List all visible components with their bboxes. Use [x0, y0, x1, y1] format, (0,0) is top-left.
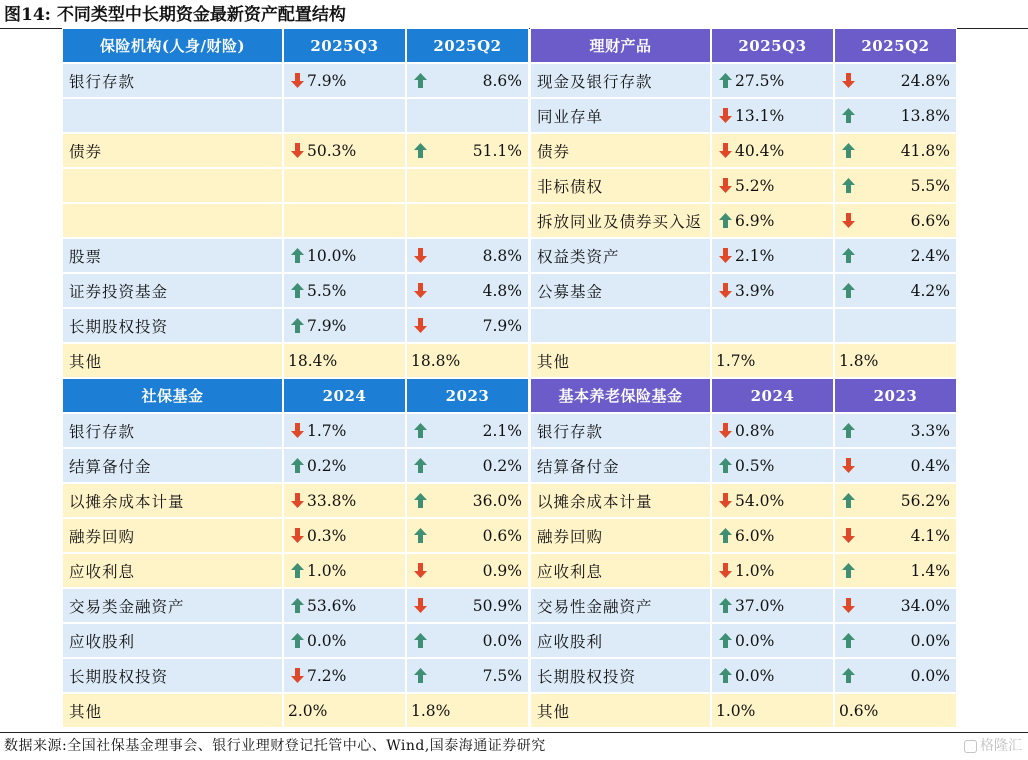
insurance-row-label — [62, 63, 283, 98]
wealth-value-cell — [711, 273, 834, 308]
asset-label: 同业存单 — [537, 107, 604, 126]
down-arrow-icon — [839, 596, 857, 616]
pension-header-text: 基本养老保险基金 — [558, 387, 683, 405]
up-arrow-icon — [839, 106, 857, 126]
up-arrow-icon — [716, 71, 734, 91]
down-arrow-icon — [716, 141, 734, 161]
asset-label: 权益类资产 — [537, 247, 620, 266]
social-row-label — [62, 448, 283, 483]
percent-value: 6.0% — [735, 526, 775, 545]
percent-value: 2.0% — [288, 701, 328, 720]
percent-value: 0.0% — [910, 666, 950, 685]
percent-value: 54.0% — [735, 491, 785, 510]
percent-value: 10.0% — [307, 246, 357, 265]
insurance-value-cell — [283, 203, 406, 238]
asset-label: 其他 — [69, 352, 103, 371]
asset-label: 以摊余成本计量 — [537, 492, 653, 511]
up-arrow-icon — [288, 456, 306, 476]
up-arrow-icon — [288, 316, 306, 336]
asset-label: 应收股利 — [69, 632, 136, 651]
wealth-value-cell — [711, 238, 834, 273]
percent-value: 0.5% — [735, 456, 775, 475]
social-row-label — [62, 658, 283, 693]
asset-label: 非标债权 — [537, 177, 604, 196]
percent-value: 18.4% — [288, 351, 338, 370]
insurance-header-text: 保险机构(人身/财险) — [99, 37, 246, 55]
pension-value-cell — [834, 658, 957, 693]
pension-value-cell — [834, 483, 957, 518]
social-header-text: 2023 — [445, 386, 490, 405]
wealth-value-cell — [711, 203, 834, 238]
up-arrow-icon — [839, 246, 857, 266]
up-arrow-icon — [839, 281, 857, 301]
pension-row-label — [530, 588, 711, 623]
social-header-1 — [283, 378, 406, 413]
percent-value: 1.8% — [839, 351, 879, 370]
pension-row-label — [530, 518, 711, 553]
wealth-value-cell — [834, 98, 957, 133]
percent-value: 5.5% — [307, 281, 347, 300]
asset-label: 以摊余成本计量 — [69, 492, 185, 511]
social-value-cell — [406, 553, 529, 588]
pension-value-cell — [834, 588, 957, 623]
down-arrow-icon — [411, 281, 429, 301]
watermark — [964, 736, 1022, 756]
insurance-value-cell — [406, 168, 529, 203]
percent-value: 0.8% — [735, 421, 775, 440]
insurance-row-label — [62, 98, 283, 133]
insurance-value-cell — [406, 238, 529, 273]
social-header-0 — [62, 378, 283, 413]
social-row-label — [62, 623, 283, 658]
pension-row-label — [530, 623, 711, 658]
insurance-header-1 — [283, 28, 406, 63]
percent-value: 1.7% — [716, 351, 756, 370]
pension-header-2 — [834, 378, 957, 413]
pension-row-label — [530, 553, 711, 588]
social-row-label — [62, 413, 283, 448]
insurance-value-cell — [283, 168, 406, 203]
social-header-text: 社保基金 — [141, 387, 204, 405]
down-arrow-icon — [288, 141, 306, 161]
up-arrow-icon — [411, 526, 429, 546]
down-arrow-icon — [288, 526, 306, 546]
pension-value-cell — [834, 448, 957, 483]
wealth-row-label — [530, 98, 711, 133]
pension-value-cell — [711, 693, 834, 728]
up-arrow-icon — [288, 281, 306, 301]
percent-value: 7.9% — [307, 71, 347, 90]
percent-value: 4.8% — [482, 281, 522, 300]
social-value-cell — [283, 483, 406, 518]
percent-value: 0.2% — [482, 456, 522, 475]
pension-row-label — [530, 483, 711, 518]
percent-value: 0.0% — [735, 631, 775, 650]
pension-value-cell — [711, 518, 834, 553]
asset-label: 结算备付金 — [537, 457, 620, 476]
social-value-cell — [406, 448, 529, 483]
wealth-value-cell — [834, 238, 957, 273]
insurance-value-cell — [406, 273, 529, 308]
down-arrow-icon — [288, 421, 306, 441]
up-arrow-icon — [288, 596, 306, 616]
insurance-value-cell — [406, 343, 529, 378]
insurance-value-cell — [283, 238, 406, 273]
percent-value: 4.2% — [910, 281, 950, 300]
insurance-value-cell — [406, 308, 529, 343]
asset-label: 银行存款 — [69, 422, 136, 441]
up-arrow-icon — [839, 491, 857, 511]
insurance-value-cell — [283, 273, 406, 308]
asset-label: 证券投资基金 — [69, 282, 169, 301]
pension-row-label — [530, 693, 711, 728]
insurance-row-label — [62, 203, 283, 238]
wealth-value-cell — [711, 308, 834, 343]
percent-value: 0.2% — [307, 456, 347, 475]
up-arrow-icon — [716, 456, 734, 476]
percent-value: 8.6% — [482, 71, 522, 90]
down-arrow-icon — [839, 211, 857, 231]
down-arrow-icon — [716, 176, 734, 196]
social-row-label — [62, 553, 283, 588]
asset-label: 债券 — [69, 142, 103, 161]
wealth-header-2 — [834, 28, 957, 63]
percent-value: 2.1% — [735, 246, 775, 265]
down-arrow-icon — [839, 71, 857, 91]
up-arrow-icon — [839, 561, 857, 581]
data-source-note: 数据来源:全国社保基金理事会、银行业理财登记托管中心、Wind,国泰海通证券研究 — [4, 738, 546, 754]
up-arrow-icon — [411, 491, 429, 511]
percent-value: 0.0% — [307, 631, 347, 650]
up-arrow-icon — [411, 456, 429, 476]
up-arrow-icon — [716, 631, 734, 651]
percent-value: 34.0% — [900, 596, 950, 615]
down-arrow-icon — [716, 106, 734, 126]
percent-value: 8.8% — [482, 246, 522, 265]
percent-value: 41.8% — [900, 141, 950, 160]
percent-value: 7.9% — [307, 316, 347, 335]
pension-header-1 — [711, 378, 834, 413]
social-row-label — [62, 693, 283, 728]
wealth-row-label — [530, 308, 711, 343]
up-arrow-icon — [288, 631, 306, 651]
wealth-value-cell — [834, 203, 957, 238]
percent-value: 2.1% — [482, 421, 522, 440]
wealth-header-1 — [711, 28, 834, 63]
wealth-row-label — [530, 273, 711, 308]
asset-label: 长期股权投资 — [69, 317, 169, 336]
percent-value: 37.0% — [735, 596, 785, 615]
pension-row-label — [530, 413, 711, 448]
insurance-value-cell — [283, 133, 406, 168]
percent-value: 50.3% — [307, 141, 357, 160]
asset-label: 应收利息 — [537, 562, 604, 581]
wealth-value-cell — [711, 63, 834, 98]
watermark-logo-icon — [964, 740, 977, 753]
social-value-cell — [406, 693, 529, 728]
pension-value-cell — [711, 658, 834, 693]
percent-value: 1.8% — [411, 701, 451, 720]
social-value-cell — [406, 588, 529, 623]
watermark-text: 格隆汇 — [980, 738, 1022, 754]
asset-label: 交易性金融资产 — [537, 597, 653, 616]
percent-value: 7.9% — [482, 316, 522, 335]
up-arrow-icon — [716, 211, 734, 231]
down-arrow-icon — [411, 316, 429, 336]
down-arrow-icon — [716, 421, 734, 441]
asset-label: 现金及银行存款 — [537, 72, 653, 91]
asset-label: 债券 — [537, 142, 571, 161]
asset-label: 长期股权投资 — [537, 667, 637, 686]
percent-value: 13.1% — [735, 106, 785, 125]
asset-label: 其他 — [537, 702, 571, 721]
pension-header-text: 2023 — [873, 386, 918, 405]
up-arrow-icon — [716, 596, 734, 616]
percent-value: 24.8% — [900, 71, 950, 90]
pension-row-label — [530, 448, 711, 483]
asset-label: 融券回购 — [537, 527, 604, 546]
social-value-cell — [283, 588, 406, 623]
percent-value: 5.2% — [735, 176, 775, 195]
pension-header-0 — [530, 378, 711, 413]
pension-value-cell — [711, 588, 834, 623]
asset-label: 银行存款 — [69, 72, 136, 91]
down-arrow-icon — [716, 281, 734, 301]
up-arrow-icon — [839, 666, 857, 686]
wealth-row-label — [530, 238, 711, 273]
asset-label: 交易类金融资产 — [69, 597, 185, 616]
social-value-cell — [283, 693, 406, 728]
up-arrow-icon — [716, 526, 734, 546]
wealth-header-0 — [530, 28, 711, 63]
pension-value-cell — [711, 623, 834, 658]
social-row-label — [62, 518, 283, 553]
insurance-value-cell — [283, 308, 406, 343]
percent-value: 1.0% — [716, 701, 756, 720]
social-value-cell — [406, 658, 529, 693]
percent-value: 0.6% — [839, 701, 879, 720]
insurance-row-label — [62, 343, 283, 378]
percent-value: 0.6% — [482, 526, 522, 545]
social-value-cell — [283, 448, 406, 483]
asset-label: 拆放同业及债券买入返 — [537, 212, 703, 231]
asset-label: 公募基金 — [537, 282, 604, 301]
insurance-value-cell — [406, 133, 529, 168]
down-arrow-icon — [839, 526, 857, 546]
up-arrow-icon — [411, 421, 429, 441]
percent-value: 1.4% — [910, 561, 950, 580]
wealth-value-cell — [834, 273, 957, 308]
percent-value: 5.5% — [910, 176, 950, 195]
up-arrow-icon — [411, 666, 429, 686]
social-value-cell — [283, 623, 406, 658]
percent-value: 18.8% — [411, 351, 461, 370]
percent-value: 0.0% — [482, 631, 522, 650]
wealth-value-cell — [711, 98, 834, 133]
social-row-label — [62, 588, 283, 623]
up-arrow-icon — [839, 421, 857, 441]
asset-label: 融券回购 — [69, 527, 136, 546]
percent-value: 1.0% — [307, 561, 347, 580]
wealth-value-cell — [834, 308, 957, 343]
wealth-value-cell — [834, 63, 957, 98]
down-arrow-icon — [839, 456, 857, 476]
percent-value: 13.8% — [900, 106, 950, 125]
wealth-value-cell — [711, 133, 834, 168]
down-arrow-icon — [411, 561, 429, 581]
insurance-value-cell — [406, 63, 529, 98]
insurance-row-label — [62, 238, 283, 273]
wealth-value-cell — [711, 168, 834, 203]
pension-value-cell — [711, 448, 834, 483]
up-arrow-icon — [839, 141, 857, 161]
percent-value: 27.5% — [735, 71, 785, 90]
wealth-value-cell — [834, 133, 957, 168]
wealth-header-text: 2025Q3 — [738, 36, 807, 55]
percent-value: 33.8% — [307, 491, 357, 510]
percent-value: 0.0% — [910, 631, 950, 650]
asset-label: 其他 — [69, 702, 103, 721]
wealth-row-label — [530, 343, 711, 378]
bottom-rule — [0, 732, 1028, 733]
down-arrow-icon — [411, 596, 429, 616]
wealth-value-cell — [711, 343, 834, 378]
percent-value: 50.9% — [472, 596, 522, 615]
percent-value: 6.9% — [735, 211, 775, 230]
social-value-cell — [406, 623, 529, 658]
down-arrow-icon — [716, 491, 734, 511]
insurance-value-cell — [283, 343, 406, 378]
percent-value: 2.4% — [910, 246, 950, 265]
asset-label: 应收股利 — [537, 632, 604, 651]
insurance-value-cell — [406, 203, 529, 238]
down-arrow-icon — [288, 491, 306, 511]
wealth-header-text: 理财产品 — [589, 37, 652, 55]
pension-value-cell — [834, 518, 957, 553]
up-arrow-icon — [839, 631, 857, 651]
insurance-row-label — [62, 273, 283, 308]
asset-label: 银行存款 — [537, 422, 604, 441]
down-arrow-icon — [288, 666, 306, 686]
percent-value: 4.1% — [910, 526, 950, 545]
asset-label: 股票 — [69, 247, 103, 266]
pension-value-cell — [711, 483, 834, 518]
up-arrow-icon — [716, 666, 734, 686]
percent-value: 3.9% — [735, 281, 775, 300]
asset-label: 结算备付金 — [69, 457, 152, 476]
percent-value: 7.2% — [307, 666, 347, 685]
insurance-row-label — [62, 308, 283, 343]
wealth-value-cell — [834, 343, 957, 378]
social-header-text: 2024 — [322, 386, 367, 405]
pension-value-cell — [834, 413, 957, 448]
social-header-2 — [406, 378, 529, 413]
down-arrow-icon — [288, 71, 306, 91]
social-value-cell — [406, 413, 529, 448]
up-arrow-icon — [288, 561, 306, 581]
percent-value: 1.0% — [735, 561, 775, 580]
up-arrow-icon — [411, 71, 429, 91]
up-arrow-icon — [411, 141, 429, 161]
pension-value-cell — [834, 693, 957, 728]
insurance-header-text: 2025Q2 — [433, 36, 502, 55]
asset-label: 长期股权投资 — [69, 667, 169, 686]
percent-value: 7.5% — [482, 666, 522, 685]
percent-value: 0.4% — [910, 456, 950, 475]
down-arrow-icon — [411, 246, 429, 266]
insurance-row-label — [62, 133, 283, 168]
insurance-row-label — [62, 168, 283, 203]
pension-value-cell — [711, 413, 834, 448]
percent-value: 1.7% — [307, 421, 347, 440]
social-value-cell — [283, 413, 406, 448]
insurance-value-cell — [406, 98, 529, 133]
wealth-header-text: 2025Q2 — [861, 36, 930, 55]
wealth-row-label — [530, 133, 711, 168]
percent-value: 53.6% — [307, 596, 357, 615]
pension-value-cell — [834, 623, 957, 658]
wealth-row-label — [530, 203, 711, 238]
wealth-value-cell — [834, 168, 957, 203]
asset-label: 应收利息 — [69, 562, 136, 581]
down-arrow-icon — [716, 561, 734, 581]
pension-value-cell — [711, 553, 834, 588]
social-value-cell — [283, 658, 406, 693]
insurance-value-cell — [283, 98, 406, 133]
percent-value: 51.1% — [472, 141, 522, 160]
social-value-cell — [283, 518, 406, 553]
social-value-cell — [283, 553, 406, 588]
social-value-cell — [406, 518, 529, 553]
asset-label: 其他 — [537, 352, 571, 371]
wealth-row-label — [530, 168, 711, 203]
up-arrow-icon — [411, 631, 429, 651]
percent-value: 56.2% — [900, 491, 950, 510]
percent-value: 0.9% — [482, 561, 522, 580]
insurance-header-2 — [406, 28, 529, 63]
percent-value: 6.6% — [910, 211, 950, 230]
down-arrow-icon — [716, 246, 734, 266]
percent-value: 0.3% — [307, 526, 347, 545]
percent-value: 36.0% — [472, 491, 522, 510]
up-arrow-icon — [839, 176, 857, 196]
social-value-cell — [406, 483, 529, 518]
insurance-value-cell — [283, 63, 406, 98]
pension-row-label — [530, 658, 711, 693]
percent-value: 0.0% — [735, 666, 775, 685]
percent-value: 40.4% — [735, 141, 785, 160]
insurance-header-0 — [62, 28, 283, 63]
up-arrow-icon — [288, 246, 306, 266]
percent-value: 3.3% — [910, 421, 950, 440]
figure-title: 图14: 不同类型中长期资金最新资产配置结构 — [4, 5, 346, 25]
wealth-row-label — [530, 63, 711, 98]
social-row-label — [62, 483, 283, 518]
pension-value-cell — [834, 553, 957, 588]
pension-header-text: 2024 — [750, 386, 795, 405]
insurance-header-text: 2025Q3 — [310, 36, 379, 55]
